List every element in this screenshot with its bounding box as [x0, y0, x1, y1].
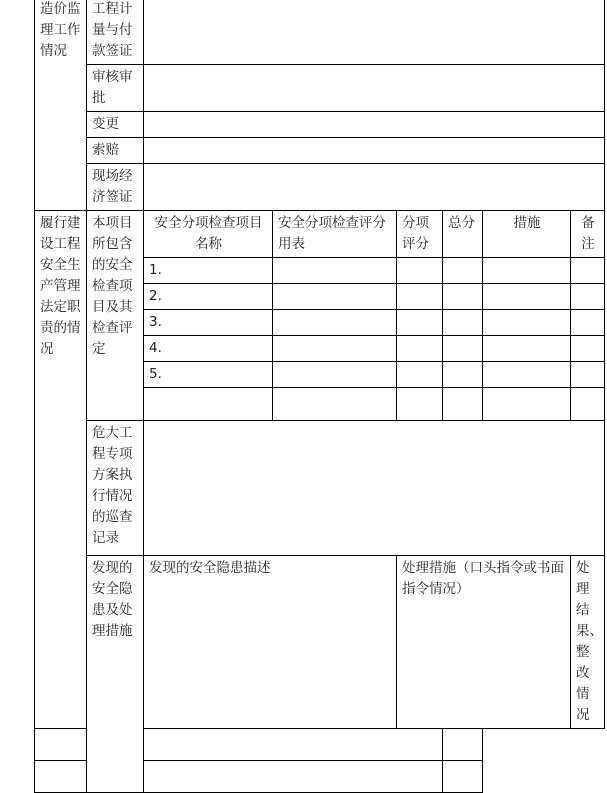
value-major-hazard-plan-inspection[interactable]	[144, 421, 605, 556]
table-row	[35, 421, 605, 556]
section-label-cost-supervision: 造价监理工作情况	[35, 0, 87, 211]
item-sub-score-6[interactable]	[397, 388, 443, 421]
table-row	[35, 0, 605, 65]
column-header-item-name: 安全分项检查项目名称	[144, 211, 273, 258]
column-header-hazard-measure: 处理措施（口头指令或书面指令情况）	[397, 556, 571, 729]
supervision-form-table	[34, 0, 605, 793]
item-measure-6[interactable]	[483, 388, 571, 421]
table-row	[35, 65, 605, 112]
row-label-claim: 索赔	[87, 138, 144, 164]
column-header-hazard-result: 处理结果、整改情况	[571, 556, 605, 729]
row-label-review-approval: 审核审批	[87, 65, 144, 112]
item-sub-score-3[interactable]	[397, 310, 443, 336]
item-total-4[interactable]	[443, 336, 483, 362]
section-label-safety-management: 履行建设工程安全生产管理法定职责的情况	[35, 211, 87, 729]
sub-label-safety-inspection-items: 本项目所包含的安全检查项目及其检查评定	[87, 211, 144, 421]
item-number-1: 1.	[144, 258, 273, 284]
table-row	[35, 761, 605, 793]
row-value-change[interactable]	[144, 112, 605, 138]
item-remark-3[interactable]	[571, 310, 605, 336]
item-sub-score-2[interactable]	[397, 284, 443, 310]
column-header-sub-score: 分项评分	[397, 211, 443, 258]
item-number-2: 2.	[144, 284, 273, 310]
column-header-scoring-form: 安全分项检查评分用表	[273, 211, 397, 258]
item-remark-6[interactable]	[571, 388, 605, 421]
item-form-2[interactable]	[273, 284, 397, 310]
item-remark-4[interactable]	[571, 336, 605, 362]
item-measure-5[interactable]	[483, 362, 571, 388]
hazard-measure-2[interactable]	[144, 761, 443, 793]
item-number-6[interactable]	[144, 388, 273, 421]
column-header-hazard-description: 发现的安全隐患描述	[144, 556, 397, 729]
table-left-border	[34, 0, 35, 618]
column-header-measures: 措施	[483, 211, 571, 258]
row-value-site-economic-visa[interactable]	[144, 164, 605, 211]
item-form-5[interactable]	[273, 362, 397, 388]
row-value-claim[interactable]	[144, 138, 605, 164]
item-remark-1[interactable]	[571, 258, 605, 284]
hazard-measure-1[interactable]	[144, 729, 443, 761]
item-total-2[interactable]	[443, 284, 483, 310]
item-sub-score-5[interactable]	[397, 362, 443, 388]
item-measure-3[interactable]	[483, 310, 571, 336]
table-row	[35, 138, 605, 164]
sub-label-major-hazard-plan-inspection: 危大工程专项方案执行情况的巡查记录	[87, 421, 144, 556]
item-form-6[interactable]	[273, 388, 397, 421]
hazard-description-1[interactable]	[35, 729, 144, 761]
table-row	[35, 164, 605, 211]
item-number-4: 4.	[144, 336, 273, 362]
item-form-1[interactable]	[273, 258, 397, 284]
item-sub-score-1[interactable]	[397, 258, 443, 284]
item-total-1[interactable]	[443, 258, 483, 284]
table-row	[35, 556, 605, 729]
sub-label-found-hazards: 发现的安全隐患及处理措施	[87, 556, 144, 793]
item-total-5[interactable]	[443, 362, 483, 388]
column-header-total-score: 总分	[443, 211, 483, 258]
table-row	[35, 211, 605, 258]
column-header-remark: 备注	[571, 211, 605, 258]
item-remark-2[interactable]	[571, 284, 605, 310]
item-measure-2[interactable]	[483, 284, 571, 310]
item-total-3[interactable]	[443, 310, 483, 336]
row-value-engineering-measurement[interactable]	[144, 0, 605, 65]
item-form-3[interactable]	[273, 310, 397, 336]
item-remark-5[interactable]	[571, 362, 605, 388]
item-number-3: 3.	[144, 310, 273, 336]
hazard-result-2[interactable]	[443, 761, 483, 793]
item-form-4[interactable]	[273, 336, 397, 362]
item-total-6[interactable]	[443, 388, 483, 421]
row-label-site-economic-visa: 现场经济签证	[87, 164, 144, 211]
item-measure-1[interactable]	[483, 258, 571, 284]
table-row	[35, 112, 605, 138]
item-sub-score-4[interactable]	[397, 336, 443, 362]
row-value-review-approval[interactable]	[144, 65, 605, 112]
item-measure-4[interactable]	[483, 336, 571, 362]
hazard-result-1[interactable]	[443, 729, 483, 761]
item-number-5: 5.	[144, 362, 273, 388]
row-label-engineering-measurement: 工程计量与付款签证	[87, 0, 144, 65]
table-row	[35, 729, 605, 761]
hazard-description-2[interactable]	[35, 761, 144, 793]
row-label-change: 变更	[87, 112, 144, 138]
